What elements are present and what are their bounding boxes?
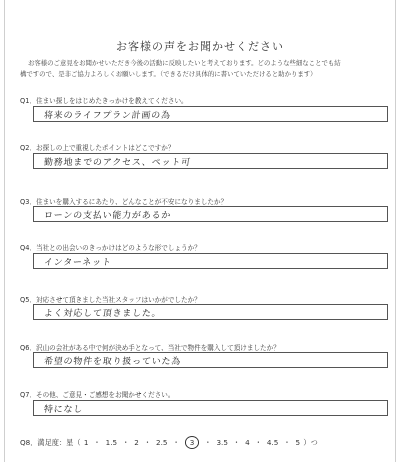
question-3-answer-box (33, 206, 388, 222)
intro-line: 構ですので、是非ご協力よろしくお願いします。（できるだけ具体的に書いていただけると助かります） (20, 70, 317, 78)
rating-separator: ・ (254, 438, 262, 447)
question-4-answer-box (33, 253, 388, 269)
rating-option: 4 (245, 438, 250, 447)
rating-option: 1 (83, 438, 89, 447)
rating-option: 2 (134, 438, 139, 447)
rating-separator: ・ (122, 438, 130, 447)
scan-edge-right (395, 0, 396, 462)
question-3-label: Q3．住まいを購入するにあたり、どんなことが不安になりましたか？ (20, 198, 228, 206)
rating-options (83, 436, 301, 449)
question-6-label: Q6．沢山の会社がある中で何が決め手となって、当社で物件を購入して頂けましたか？ (20, 344, 280, 352)
scan-edge-left (4, 0, 5, 462)
rating-option: 2.5 (156, 438, 168, 447)
question-1-label: Q1．住まい探しをはじめたきっかけを教えてください。 (20, 97, 188, 105)
rating-separator: ・ (204, 438, 212, 447)
rating-option: 1.5 (105, 438, 118, 447)
rating-row (20, 436, 392, 449)
question-5-answer: よく対応して頂きました。 (43, 309, 162, 319)
page-title: お客様の声をお聞かせください (116, 40, 284, 53)
question-7-answer: 特になし (43, 405, 84, 415)
question-1-answer-box (33, 106, 388, 122)
intro-text (20, 58, 392, 80)
rating-separator: ・ (172, 438, 180, 447)
question-2-answer-box (33, 153, 388, 169)
rating-separator: ・ (232, 438, 241, 447)
question-2-answer: 勤務地までのアクセス、ペット可 (43, 158, 192, 168)
rating-option-selected: 3 (185, 436, 200, 449)
question-3-answer: ローンの支払い能力があるか (43, 211, 172, 221)
rating-close: ）つ (303, 438, 318, 447)
rating-separator: ・ (93, 438, 101, 447)
question-7-answer-box (33, 400, 388, 416)
question-6-answer-box (33, 352, 388, 368)
rating-option: 4.5 (266, 438, 279, 447)
question-5-label: Q5．対応させて頂きました当社スタッフはいかがでしたか？ (20, 296, 201, 304)
question-1-answer: 将来のライフプラン計画の為 (43, 111, 172, 121)
question-7-label: Q7．その他、ご意見・ご感想をお聞かせください。 (20, 391, 175, 399)
question-4-label: Q4．当社との出会いのきっかけはどのような形でしょうか？ (20, 244, 201, 252)
rating-option: 5 (295, 438, 301, 447)
intro-line: お客様のご意見をお聞かせいただき今後の活動に反映したいと考えております。どのような些細なことでも結 (28, 59, 341, 67)
rating-label: Q8．満足度：星（ (20, 438, 81, 447)
question-5-answer-box (33, 304, 388, 320)
rating-separator: ・ (283, 438, 291, 447)
rating-separator: ・ (143, 438, 152, 447)
question-4-answer: インターネット (43, 258, 113, 268)
question-2-label: Q2．お探しの上で重視したポイントはどこですか？ (20, 144, 175, 152)
rating-option: 3.5 (216, 438, 228, 447)
question-6-answer: 希望の物件を取り扱っていた為 (43, 357, 182, 367)
